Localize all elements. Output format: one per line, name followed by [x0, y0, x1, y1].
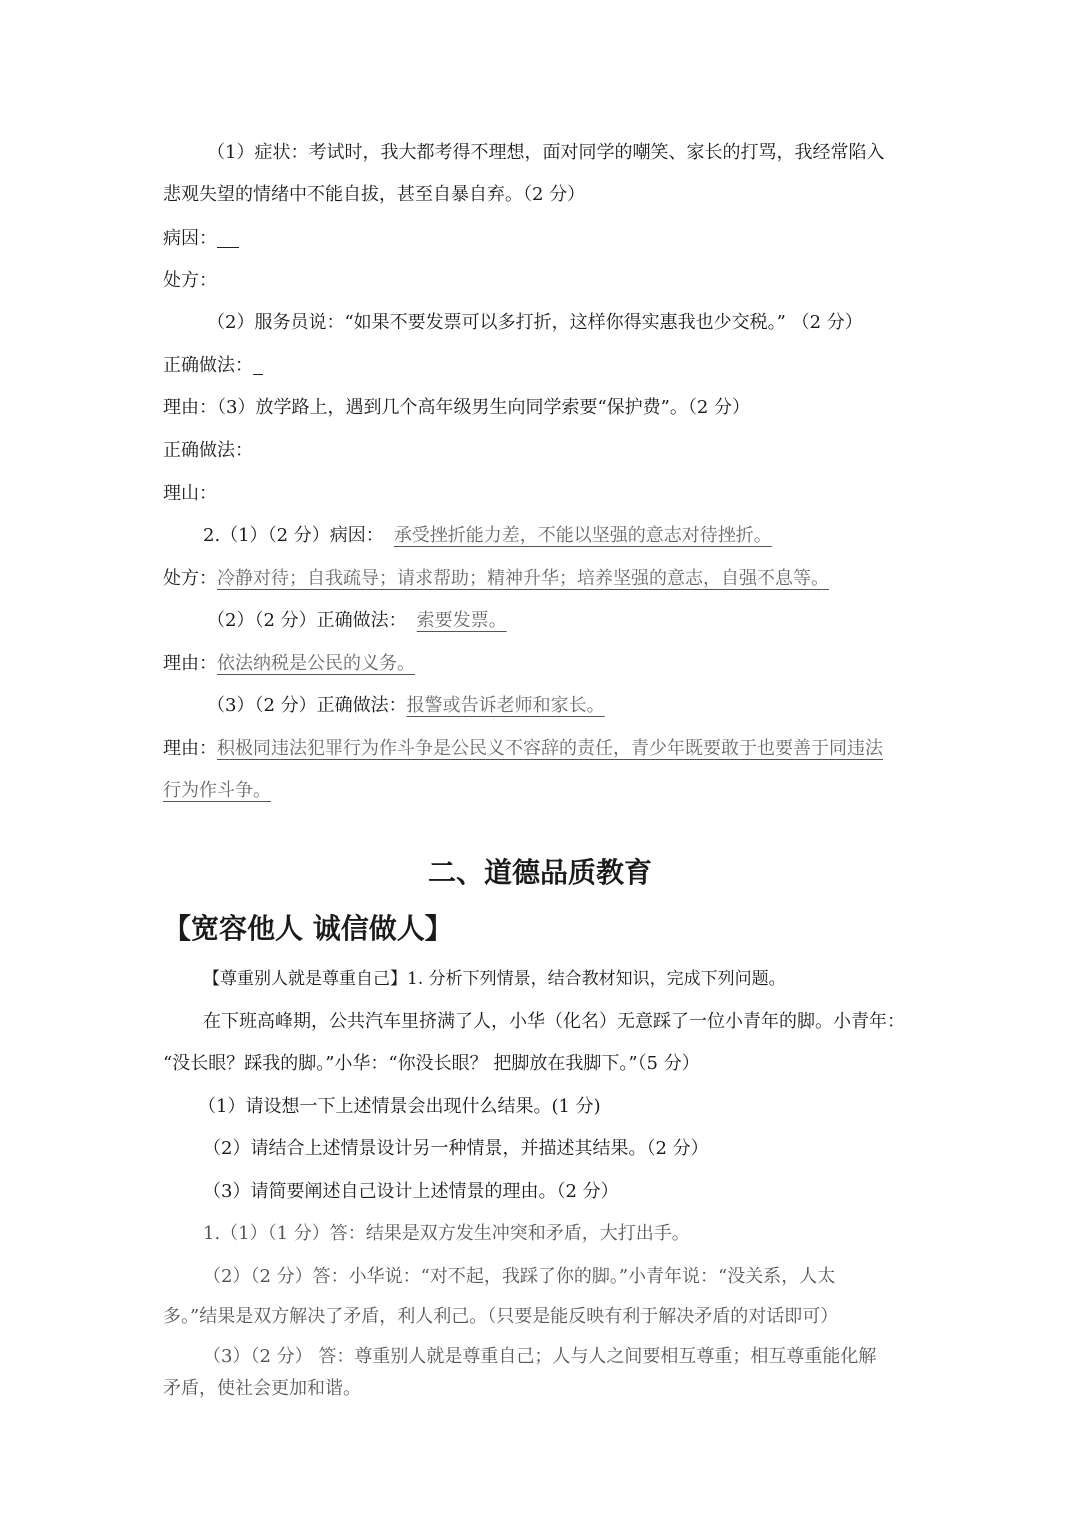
q1-lishan-label: 理山：: [163, 483, 217, 504]
answer2-2-line1: （2）（2 分）答：小华说：“对不起，我踩了你的脚。”小青年说：“没关系，人太: [203, 1266, 836, 1287]
q1-zhengque-label-2: 正确做法：: [163, 440, 253, 461]
answer2-value: 索要发票。: [416, 610, 507, 631]
answer3-liyou-line2-row: [163, 778, 271, 804]
answer2-liyou-label: 理由：: [163, 653, 217, 674]
answer3-liyou-row: [163, 736, 883, 762]
q1-paragraph2-line1: （2）服务员说：“如果不要发票可以多打折，这样你得实惠我也少交税。” （2 分）: [207, 312, 863, 333]
q2-scene-line2: “没长眼？踩我的脚。”小华：“你没长眼？ 把脚放在我脚下。”（5 分）: [163, 1053, 700, 1074]
answer2-prefix: （2）（2 分）正确做法：: [207, 610, 407, 631]
q1-chufang-label: 处方：: [163, 270, 217, 291]
answer2-1: 1.（1）（1 分）答：结果是双方发生冲突和矛盾，大打出手。: [203, 1223, 690, 1244]
q1-bingyin-row: [163, 226, 239, 252]
q2-scene-line1: 在下班高峰期，公共汽车里挤满了人，小华（化名）无意踩了一位小青年的脚。小青年：: [203, 1011, 905, 1032]
answer2-liyou-value: 依法纳税是公民的义务。: [217, 653, 415, 674]
answer3-prefix: （3）（2 分）正确做法：: [207, 695, 407, 716]
q1-liyou-paragraph3: 理由：（3）放学路上，遇到几个高年级男生向同学索要“保护费”。（2 分）: [163, 397, 751, 418]
answer3-liyou-label: 理由：: [163, 738, 217, 759]
answer1-value: 承受挫折能力差，不能以坚强的意志对待挫折。: [393, 525, 772, 546]
answer3-liyou-value-line2: 行为作斗争。: [163, 780, 271, 801]
answer-blank: [253, 356, 263, 375]
answer2-liyou-row: [163, 651, 415, 677]
answer2-3-line1: （3）（2 分） 答：尊重别人就是尊重自己；人与人之间要相互尊重；相互尊重能化解: [203, 1346, 877, 1367]
answer3-value: 报警或告诉老师和家长。: [406, 695, 605, 716]
answer-blank: [217, 229, 239, 248]
answer2-3-line2: 矛盾，使社会更加和谐。: [163, 1378, 361, 1399]
section-title: 二、道德品质教育: [427, 856, 652, 889]
q2-sub1: （1）请设想一下上述情景会出现什么结果。(1 分): [198, 1096, 601, 1117]
section-subtitle: 【宽容他人 诚信做人】: [163, 912, 453, 945]
q2-sub3: （3）请简要阐述自己设计上述情景的理由。（2 分）: [203, 1181, 619, 1202]
answer3-row: [207, 693, 605, 719]
answer1-chufang-value: 冷静对待；自我疏导；请求帮助；精神升华；培养坚强的意志，自强不息等。: [217, 568, 829, 589]
answer3-liyou-value-line1: 积极同违法犯罪行为作斗争是公民义不容辞的责任，青少年既要敢于也要善于同违法: [217, 738, 883, 759]
answer2-2-line2: 多。”结果是双方解决了矛盾，利人利己。（只要是能反映有利于解决矛盾的对话即可）: [163, 1306, 839, 1327]
q2-sub2: （2）请结合上述情景设计另一种情景，并描述其结果。（2 分）: [203, 1138, 709, 1159]
answer1-chufang-label: 处方：: [163, 568, 217, 589]
answer1-prefix: 2.（1）（2 分）病因：: [203, 525, 384, 546]
answer2-row: [207, 608, 507, 634]
q1-bingyin-label: 病因：: [163, 228, 217, 249]
answer1-row: [203, 523, 772, 549]
q2-intro: 【尊重别人就是尊重自己】1. 分析下列情景，结合教材知识，完成下列问题。: [203, 969, 786, 989]
q1-zhengque-label-1: 正确做法：: [163, 355, 253, 376]
q1-zhengque-row-1: [163, 353, 263, 379]
q1-paragraph1-line1: （1）症状：考试时，我大都考得不理想，面对同学的嘲笑、家长的打骂，我经常陷入: [207, 142, 885, 163]
q1-paragraph1-line2: 悲观失望的情绪中不能自拔，甚至自暴自弃。（2 分）: [163, 184, 586, 205]
answer1-chufang-row: [163, 566, 829, 592]
